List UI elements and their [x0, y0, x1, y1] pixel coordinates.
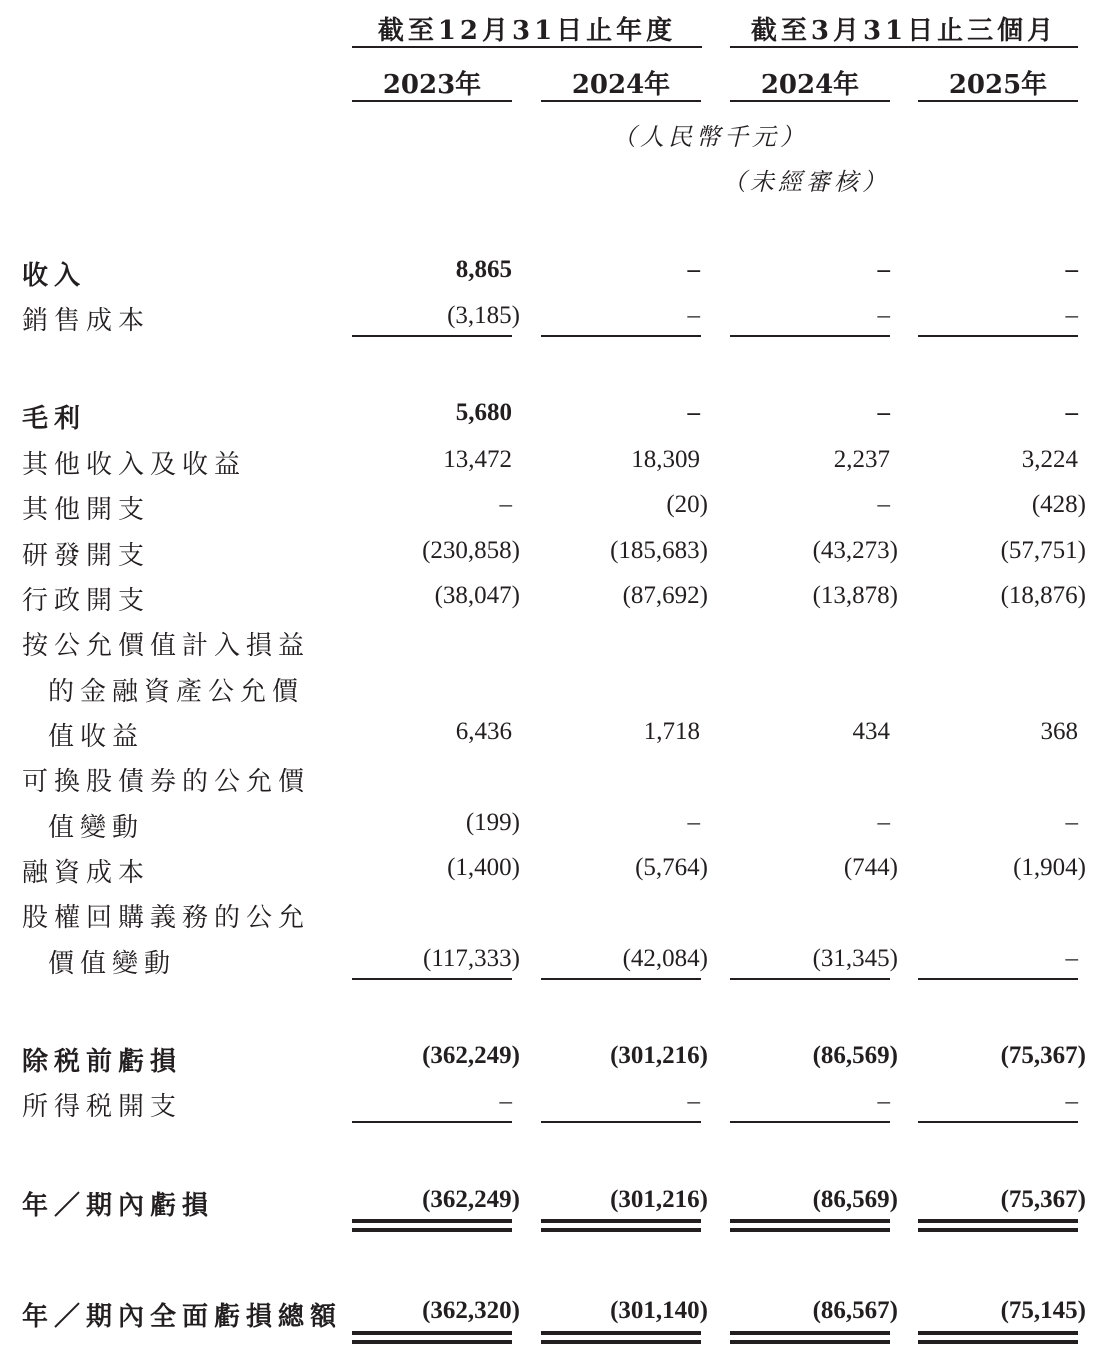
row-label-fvtpl-line1: 按公允價值計入損益 — [22, 631, 311, 661]
cell-otherinc-2023: 13,472 — [443, 446, 512, 473]
cell-convertible-2024: – — [687, 809, 700, 836]
cell-repurchase-2025q1: – — [1065, 945, 1078, 972]
subtotal-rule — [918, 978, 1078, 980]
header-rule — [730, 46, 1078, 48]
row-label-convertible-line1: 可換股債券的公允價 — [22, 767, 311, 797]
column-header-rule — [541, 100, 701, 102]
cell-tcl-2025q1: (75,145) — [1000, 1297, 1086, 1324]
total-double-rule — [541, 1340, 701, 1344]
cell-tax-2024q1: – — [877, 1088, 890, 1115]
row-label-convertible-line2: 值變動 — [48, 813, 145, 843]
row-label-fvtpl-line3: 值收益 — [48, 722, 145, 752]
cell-otherinc-2025q1: 3,224 — [1021, 446, 1078, 473]
cell-gross-2023: 5,680 — [455, 399, 512, 426]
cell-loss-2024: (301,216) — [610, 1186, 708, 1213]
total-double-rule — [352, 1340, 512, 1344]
subtotal-rule — [352, 1121, 512, 1123]
row-label-finance-costs: 融資成本 — [22, 858, 151, 888]
subtotal-rule — [541, 978, 701, 980]
cell-cost-2023: (3,185) — [447, 302, 520, 329]
row-label-other-income: 其他收入及收益 — [22, 450, 247, 480]
row-label-admin: 行政開支 — [22, 586, 151, 616]
cell-cost-2024q1: – — [877, 302, 890, 329]
cell-tax-2025q1: – — [1065, 1088, 1078, 1115]
cell-fvtpl-2024: 1,718 — [643, 718, 700, 745]
cell-cost-2025q1: – — [1065, 302, 1078, 329]
cell-loss-2025q1: (75,367) — [1000, 1186, 1086, 1213]
header-group-annual: 截至12月31日止年度 — [377, 16, 677, 46]
cell-finance-2025q1: (1,904) — [1013, 854, 1086, 881]
cell-otherexp-2023: – — [499, 491, 512, 518]
total-double-rule — [918, 1331, 1078, 1335]
row-label-loss-for-period: 年／期內虧損 — [22, 1191, 215, 1221]
header-rule — [352, 46, 702, 48]
cell-admin-2025q1: (18,876) — [1000, 582, 1086, 609]
subtotal-rule — [352, 978, 512, 980]
cell-tcl-2024: (301,140) — [610, 1297, 708, 1324]
total-double-rule — [918, 1228, 1078, 1232]
cell-repurchase-2024q1: (31,345) — [812, 945, 898, 972]
cell-admin-2023: (38,047) — [434, 582, 520, 609]
unit-note: （人民幣千元） — [612, 123, 808, 151]
subtotal-rule — [352, 335, 512, 337]
cell-lbt-2023: (362,249) — [422, 1042, 520, 1069]
row-label-rnd: 研發開支 — [22, 541, 151, 571]
subtotal-rule — [918, 1121, 1078, 1123]
subtotal-rule — [541, 1121, 701, 1123]
cell-finance-2024: (5,764) — [635, 854, 708, 881]
cell-finance-2024q1: (744) — [843, 854, 898, 881]
cell-revenue-2025q1: – — [1065, 256, 1078, 283]
column-header-rule — [918, 100, 1078, 102]
total-double-rule — [352, 1228, 512, 1232]
cell-revenue-2024: – — [687, 256, 700, 283]
subtotal-rule — [541, 335, 701, 337]
cell-convertible-2025q1: – — [1065, 809, 1078, 836]
row-label-fvtpl-line2: 的金融資產公允價 — [48, 677, 305, 707]
cell-lbt-2025q1: (75,367) — [1000, 1042, 1086, 1069]
column-header-rule — [352, 100, 512, 102]
total-double-rule — [730, 1331, 890, 1335]
subtotal-rule — [730, 978, 890, 980]
cell-rnd-2025q1: (57,751) — [1000, 537, 1086, 564]
cell-tax-2024: – — [687, 1088, 700, 1115]
cell-revenue-2023: 8,865 — [455, 256, 512, 283]
column-header-2025-q1: 2025年 — [948, 70, 1048, 100]
row-label-loss-before-tax: 除税前虧損 — [22, 1047, 183, 1077]
subtotal-rule — [918, 335, 1078, 337]
cell-rnd-2023: (230,858) — [422, 537, 520, 564]
cell-fvtpl-2024q1: 434 — [852, 718, 890, 745]
row-label-gross-profit: 毛利 — [22, 404, 87, 434]
total-double-rule — [541, 1219, 701, 1223]
cell-cost-2024: – — [687, 302, 700, 329]
row-label-revenue: 收入 — [22, 261, 87, 291]
total-double-rule — [352, 1219, 512, 1223]
total-double-rule — [541, 1228, 701, 1232]
cell-lbt-2024q1: (86,569) — [812, 1042, 898, 1069]
total-double-rule — [730, 1228, 890, 1232]
column-header-2024-q1: 2024年 — [760, 70, 860, 100]
column-header-2023: 2023年 — [382, 70, 482, 100]
cell-admin-2024q1: (13,878) — [812, 582, 898, 609]
cell-otherexp-2024q1: – — [877, 491, 890, 518]
cell-tcl-2024q1: (86,567) — [812, 1297, 898, 1324]
header-group-quarterly: 截至3月31日止三個月 — [750, 16, 1058, 46]
total-double-rule — [541, 1331, 701, 1335]
cell-convertible-2023: (199) — [465, 809, 520, 836]
cell-finance-2023: (1,400) — [447, 854, 520, 881]
cell-loss-2024q1: (86,569) — [812, 1186, 898, 1213]
column-header-rule — [730, 100, 890, 102]
row-label-repurchase-line1: 股權回購義務的公允 — [22, 903, 311, 933]
total-double-rule — [730, 1340, 890, 1344]
cell-tcl-2023: (362,320) — [422, 1297, 520, 1324]
row-label-total-comprehensive-loss: 年／期內全面虧損總額 — [22, 1302, 343, 1332]
cell-repurchase-2023: (117,333) — [423, 945, 520, 972]
total-double-rule — [918, 1340, 1078, 1344]
row-label-cost-of-sales: 銷售成本 — [22, 306, 151, 336]
total-double-rule — [918, 1219, 1078, 1223]
cell-repurchase-2024: (42,084) — [622, 945, 708, 972]
subtotal-rule — [730, 335, 890, 337]
cell-revenue-2024q1: – — [877, 256, 890, 283]
cell-tax-2023: – — [499, 1088, 512, 1115]
cell-otherexp-2024: (20) — [666, 491, 708, 518]
cell-rnd-2024q1: (43,273) — [812, 537, 898, 564]
cell-convertible-2024q1: – — [877, 809, 890, 836]
cell-lbt-2024: (301,216) — [610, 1042, 708, 1069]
unaudited-note: （未經審核） — [722, 168, 890, 196]
row-label-income-tax: 所得税開支 — [22, 1092, 183, 1122]
cell-loss-2023: (362,249) — [422, 1186, 520, 1213]
cell-otherinc-2024: 18,309 — [631, 446, 700, 473]
cell-gross-2024q1: – — [877, 399, 890, 426]
cell-admin-2024: (87,692) — [622, 582, 708, 609]
cell-gross-2024: – — [687, 399, 700, 426]
column-header-2024: 2024年 — [571, 70, 671, 100]
total-double-rule — [352, 1331, 512, 1335]
total-double-rule — [730, 1219, 890, 1223]
subtotal-rule — [730, 1121, 890, 1123]
cell-rnd-2024: (185,683) — [610, 537, 708, 564]
cell-otherinc-2024q1: 2,237 — [833, 446, 890, 473]
cell-fvtpl-2023: 6,436 — [455, 718, 512, 745]
cell-gross-2025q1: – — [1065, 399, 1078, 426]
row-label-other-expenses: 其他開支 — [22, 495, 151, 525]
cell-fvtpl-2025q1: 368 — [1040, 718, 1078, 745]
row-label-repurchase-line2: 價值變動 — [48, 949, 177, 979]
cell-otherexp-2025q1: (428) — [1031, 491, 1086, 518]
